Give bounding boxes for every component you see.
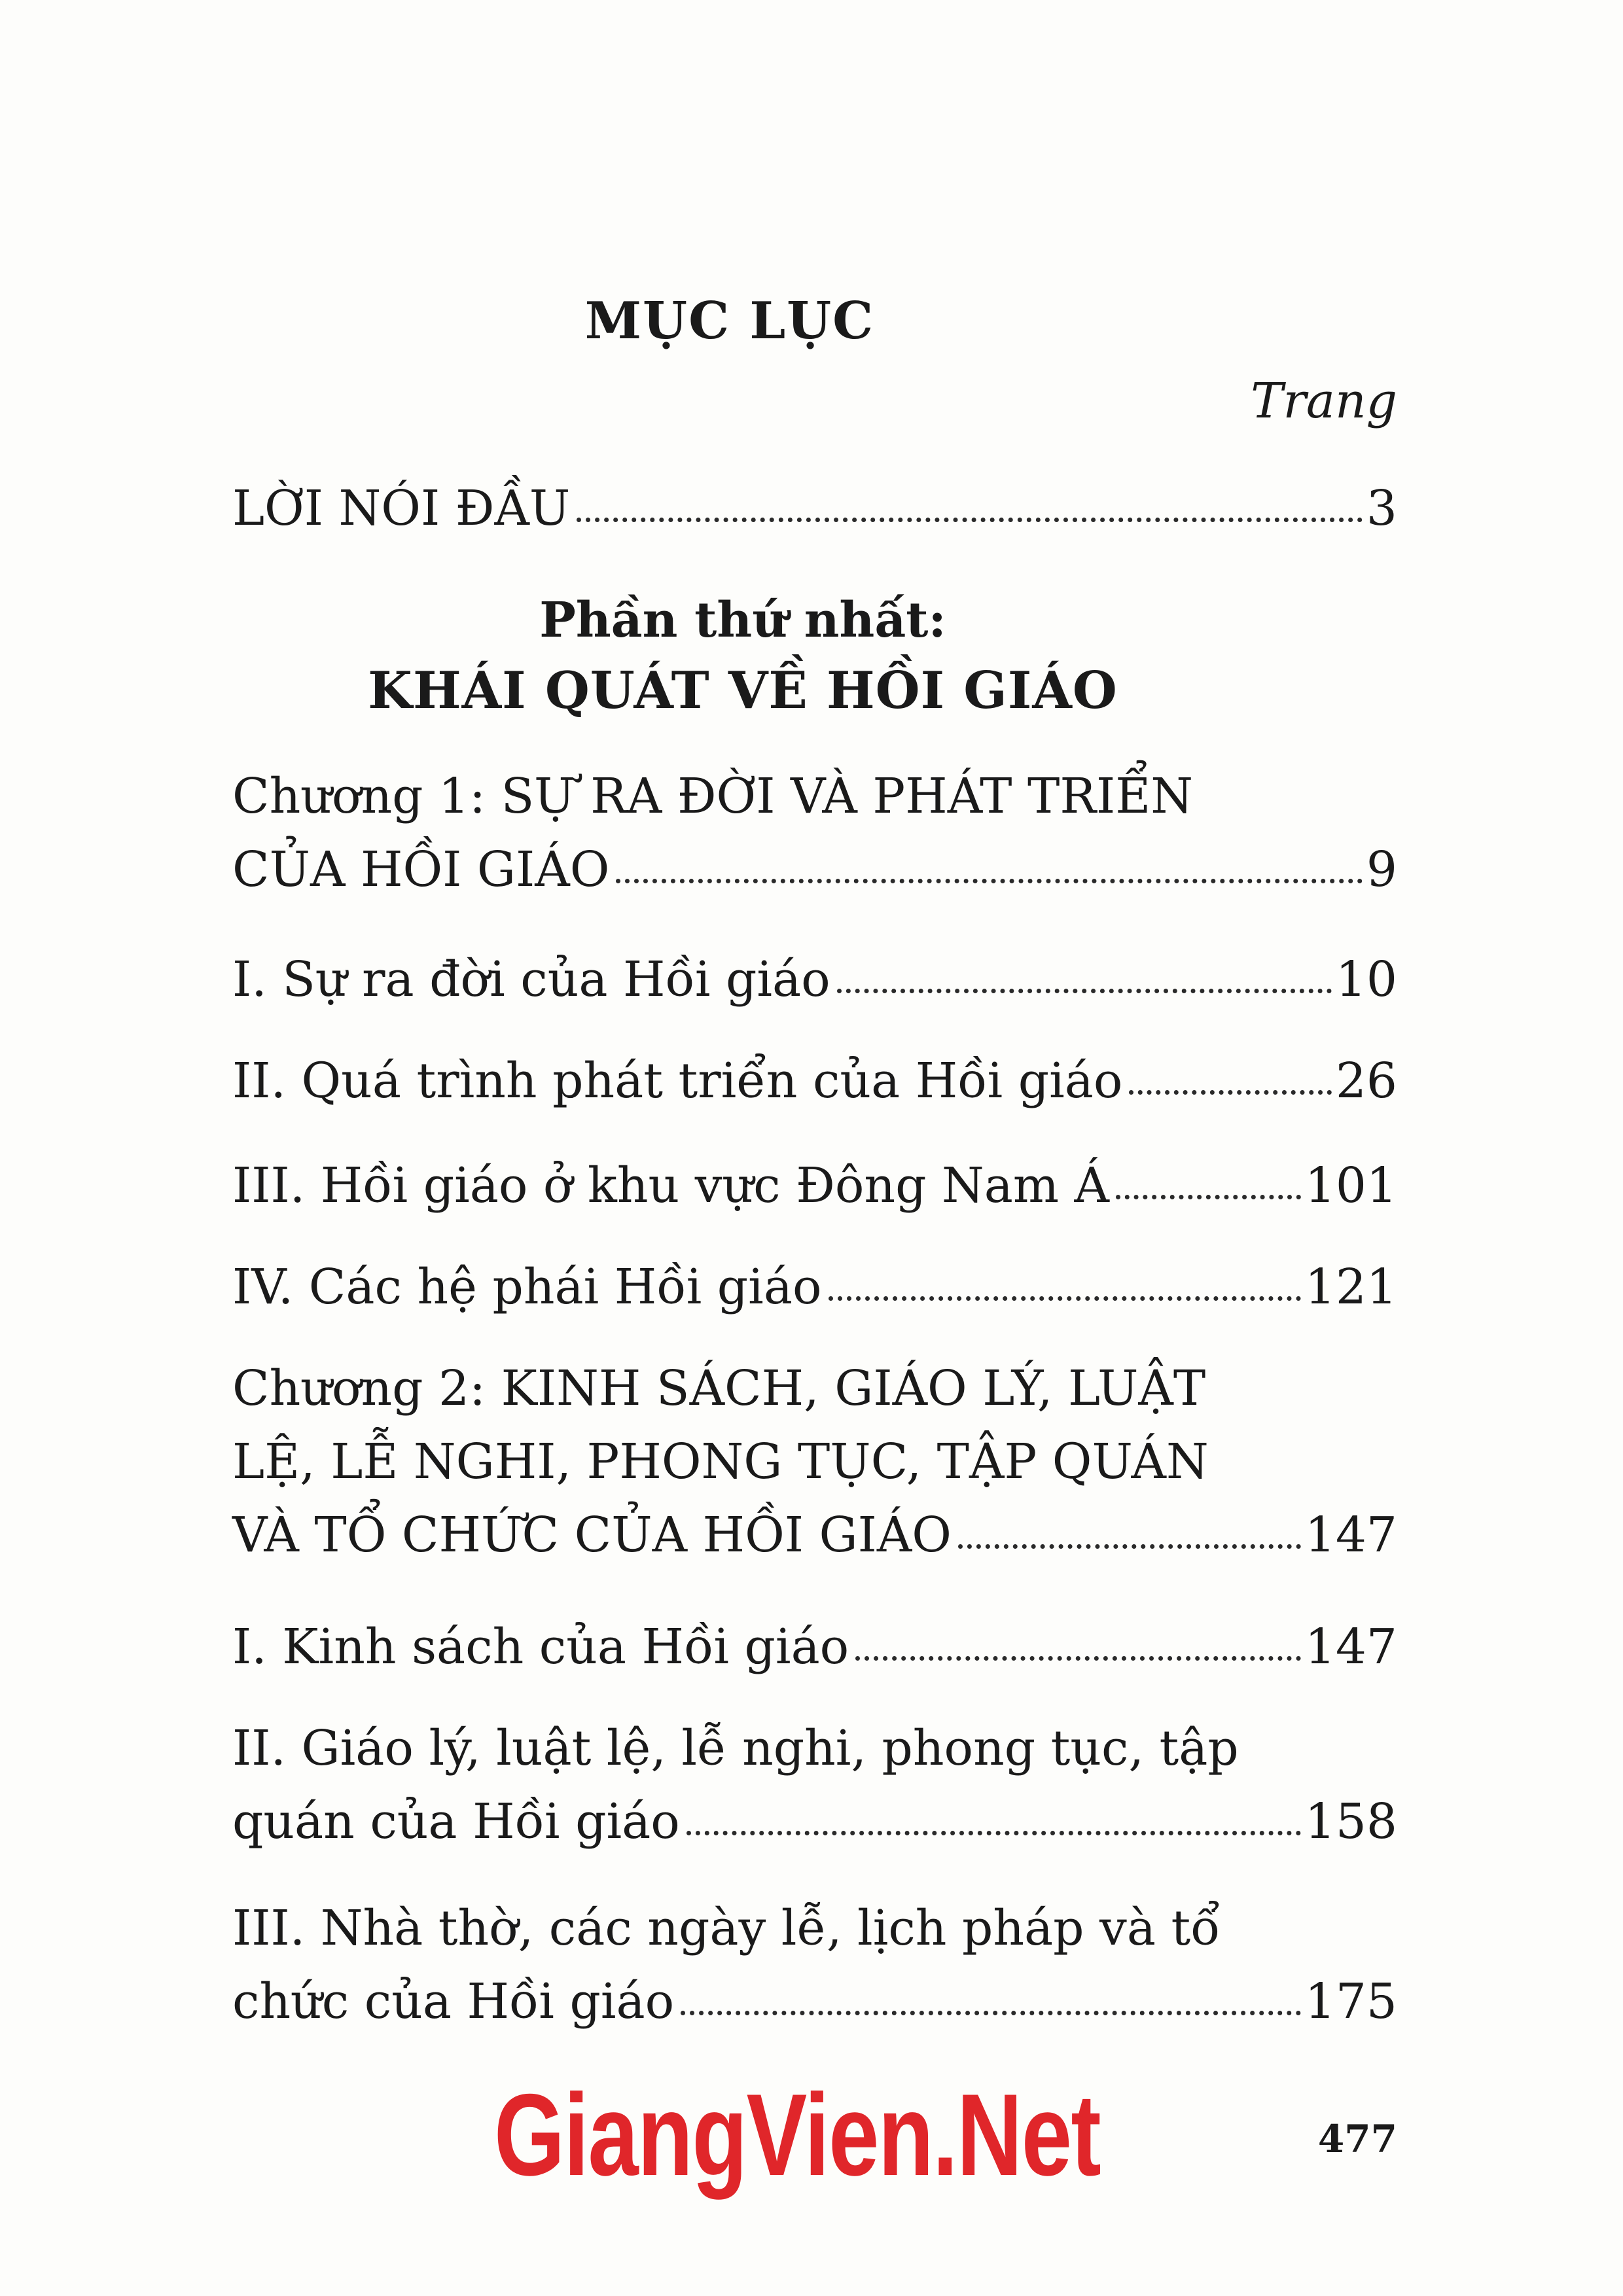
part-label: Phần thứ nhất:	[539, 592, 946, 648]
toc-entry-text: I. Kinh sách của Hồi giáo	[232, 1619, 849, 1675]
toc-entry-section[interactable]	[232, 1259, 1397, 1315]
toc-entry-text-line-2: chức của Hồi giáo	[232, 1973, 675, 2030]
toc-entry-section[interactable]	[232, 1900, 1397, 2030]
page-title: MỤC LỤC	[584, 291, 875, 351]
dot-leader	[958, 1544, 1301, 1549]
toc-entry-text: III. Hồi giáo ở khu vực Đông Nam Á	[232, 1157, 1109, 1214]
toc-entry-section[interactable]	[232, 1619, 1397, 1675]
page-column-label: Trang	[1251, 373, 1397, 429]
dot-leader	[687, 1831, 1301, 1835]
toc-entry-text: II. Quá trình phát triển của Hồi giáo	[232, 1053, 1123, 1109]
dot-leader	[1116, 1195, 1301, 1199]
chapter-title-line-3: VÀ TỔ CHỨC CỦA HỒI GIÁO	[232, 1507, 952, 1563]
toc-entry-section[interactable]	[232, 951, 1397, 1008]
toc-page-number: 9	[1366, 841, 1397, 898]
dot-leader	[616, 879, 1363, 883]
dot-leader	[837, 989, 1332, 993]
watermark-logo: GiangVien.Net	[494, 2070, 1101, 2200]
chapter-title-line-2: LỆ, LỄ NGHI, PHONG TỤC, TẬP QUÁN	[232, 1434, 1209, 1490]
toc-page-number: 3	[1366, 480, 1397, 537]
dot-leader	[829, 1296, 1301, 1301]
toc-entry-text-line-1: II. Giáo lý, luật lệ, lễ nghi, phong tục, tập	[232, 1720, 1239, 1776]
toc-entry-chapter-1[interactable]	[232, 768, 1397, 898]
dot-leader	[1129, 1090, 1331, 1095]
toc-entry-text-line-1: III. Nhà thờ, các ngày lễ, lịch pháp và tổ	[232, 1900, 1221, 1956]
toc-entry-section[interactable]	[232, 1157, 1397, 1214]
toc-entry-text: LỜI NÓI ĐẦU	[232, 480, 571, 537]
chapter-title-line-1: Chương 1: SỰ RA ĐỜI VÀ PHÁT TRIỂN	[232, 768, 1194, 824]
toc-page-number: 26	[1335, 1053, 1397, 1109]
toc-page-number: 147	[1304, 1619, 1397, 1675]
toc-entry-text: I. Sự ra đời của Hồi giáo	[232, 951, 830, 1008]
part-title: KHÁI QUÁT VỀ HỒI GIÁO	[368, 661, 1118, 720]
toc-page-number: 158	[1304, 1793, 1397, 1850]
toc-entry-text-line-2: quán của Hồi giáo	[232, 1793, 680, 1850]
toc-page-number: 121	[1304, 1259, 1397, 1315]
toc-page-number: 175	[1304, 1973, 1397, 2030]
toc-page-number: 101	[1304, 1157, 1397, 1214]
chapter-title-line-1: Chương 2: KINH SÁCH, GIÁO LÝ, LUẬT	[232, 1360, 1206, 1417]
dot-leader	[855, 1656, 1301, 1661]
dot-leader	[577, 518, 1363, 522]
toc-page-number: 10	[1335, 951, 1397, 1008]
toc-page-number: 147	[1304, 1507, 1397, 1563]
dot-leader	[681, 2011, 1301, 2015]
toc-entry-section[interactable]	[232, 1720, 1397, 1850]
toc-entry-section[interactable]	[232, 1053, 1397, 1109]
toc-entry-text: IV. Các hệ phái Hồi giáo	[232, 1259, 822, 1315]
toc-entry-chapter-2[interactable]	[232, 1360, 1397, 1563]
chapter-title-line-2: CỦA HỒI GIÁO	[232, 841, 610, 898]
page-folio: 477	[1317, 2117, 1397, 2161]
toc-entry-preface[interactable]	[232, 480, 1397, 537]
